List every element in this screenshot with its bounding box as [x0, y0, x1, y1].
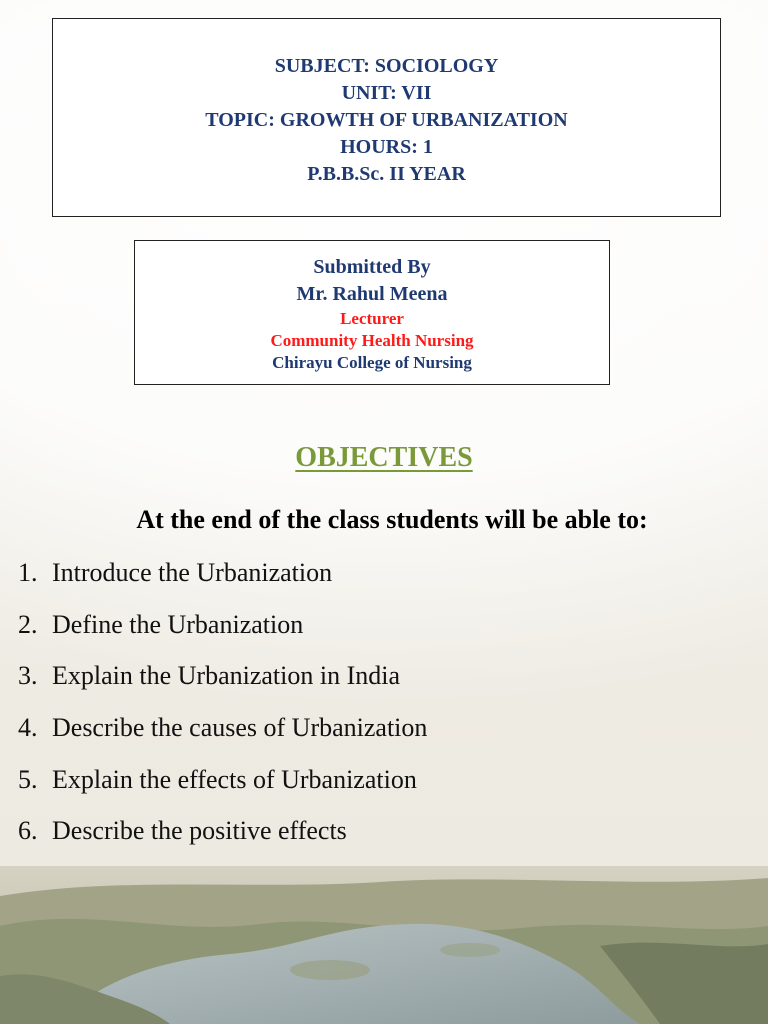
list-item: [18, 811, 427, 863]
course-line: P.B.B.Sc. II YEAR: [307, 163, 466, 185]
unit-line: UNIT: VII: [341, 82, 432, 104]
subject-line: SUBJECT: SOCIOLOGY: [274, 55, 499, 77]
list-item-text: Describe the causes of Urbanization: [52, 713, 428, 743]
list-item: [18, 605, 427, 657]
list-item: [18, 553, 427, 605]
list-item-number: 1.: [18, 558, 38, 587]
author-college: Chirayu College of Nursing: [272, 353, 472, 372]
title-box: [52, 18, 721, 217]
list-item-text: Introduce the Urbanization: [52, 558, 333, 587]
landscape-illustration: [0, 866, 768, 1024]
landscape-image: [0, 866, 768, 1024]
author-department: Community Health Nursing: [270, 331, 474, 350]
list-item: [18, 760, 427, 812]
list-item-text: Define the Urbanization: [52, 609, 304, 639]
topic-line: TOPIC: GROWTH OF URBANIZATION: [205, 109, 568, 131]
list-item-text: Describe the positive effects: [52, 816, 347, 846]
list-item-text: Explain the effects of Urbanization: [52, 764, 417, 794]
objectives-heading: OBJECTIVES: [295, 442, 473, 473]
list-item-number: 3.: [18, 661, 38, 691]
list-item: [18, 656, 427, 708]
list-item: [18, 708, 427, 760]
submitted-by-label: Submitted By: [313, 256, 431, 278]
author-designation: Lecturer: [340, 309, 404, 328]
list-item-number: 2.: [18, 609, 38, 639]
author-name: Mr. Rahul Meena: [296, 283, 448, 305]
list-item-number: 6.: [18, 816, 38, 846]
author-box: [134, 240, 610, 385]
list-item-text: Explain the Urbanization in India: [52, 661, 401, 691]
list-item-number: 4.: [18, 713, 38, 743]
objectives-list: [18, 553, 427, 863]
list-item-number: 5.: [18, 764, 38, 794]
objectives-intro: At the end of the class students will be able to:: [136, 505, 648, 534]
hours-line: HOURS: 1: [340, 136, 433, 158]
